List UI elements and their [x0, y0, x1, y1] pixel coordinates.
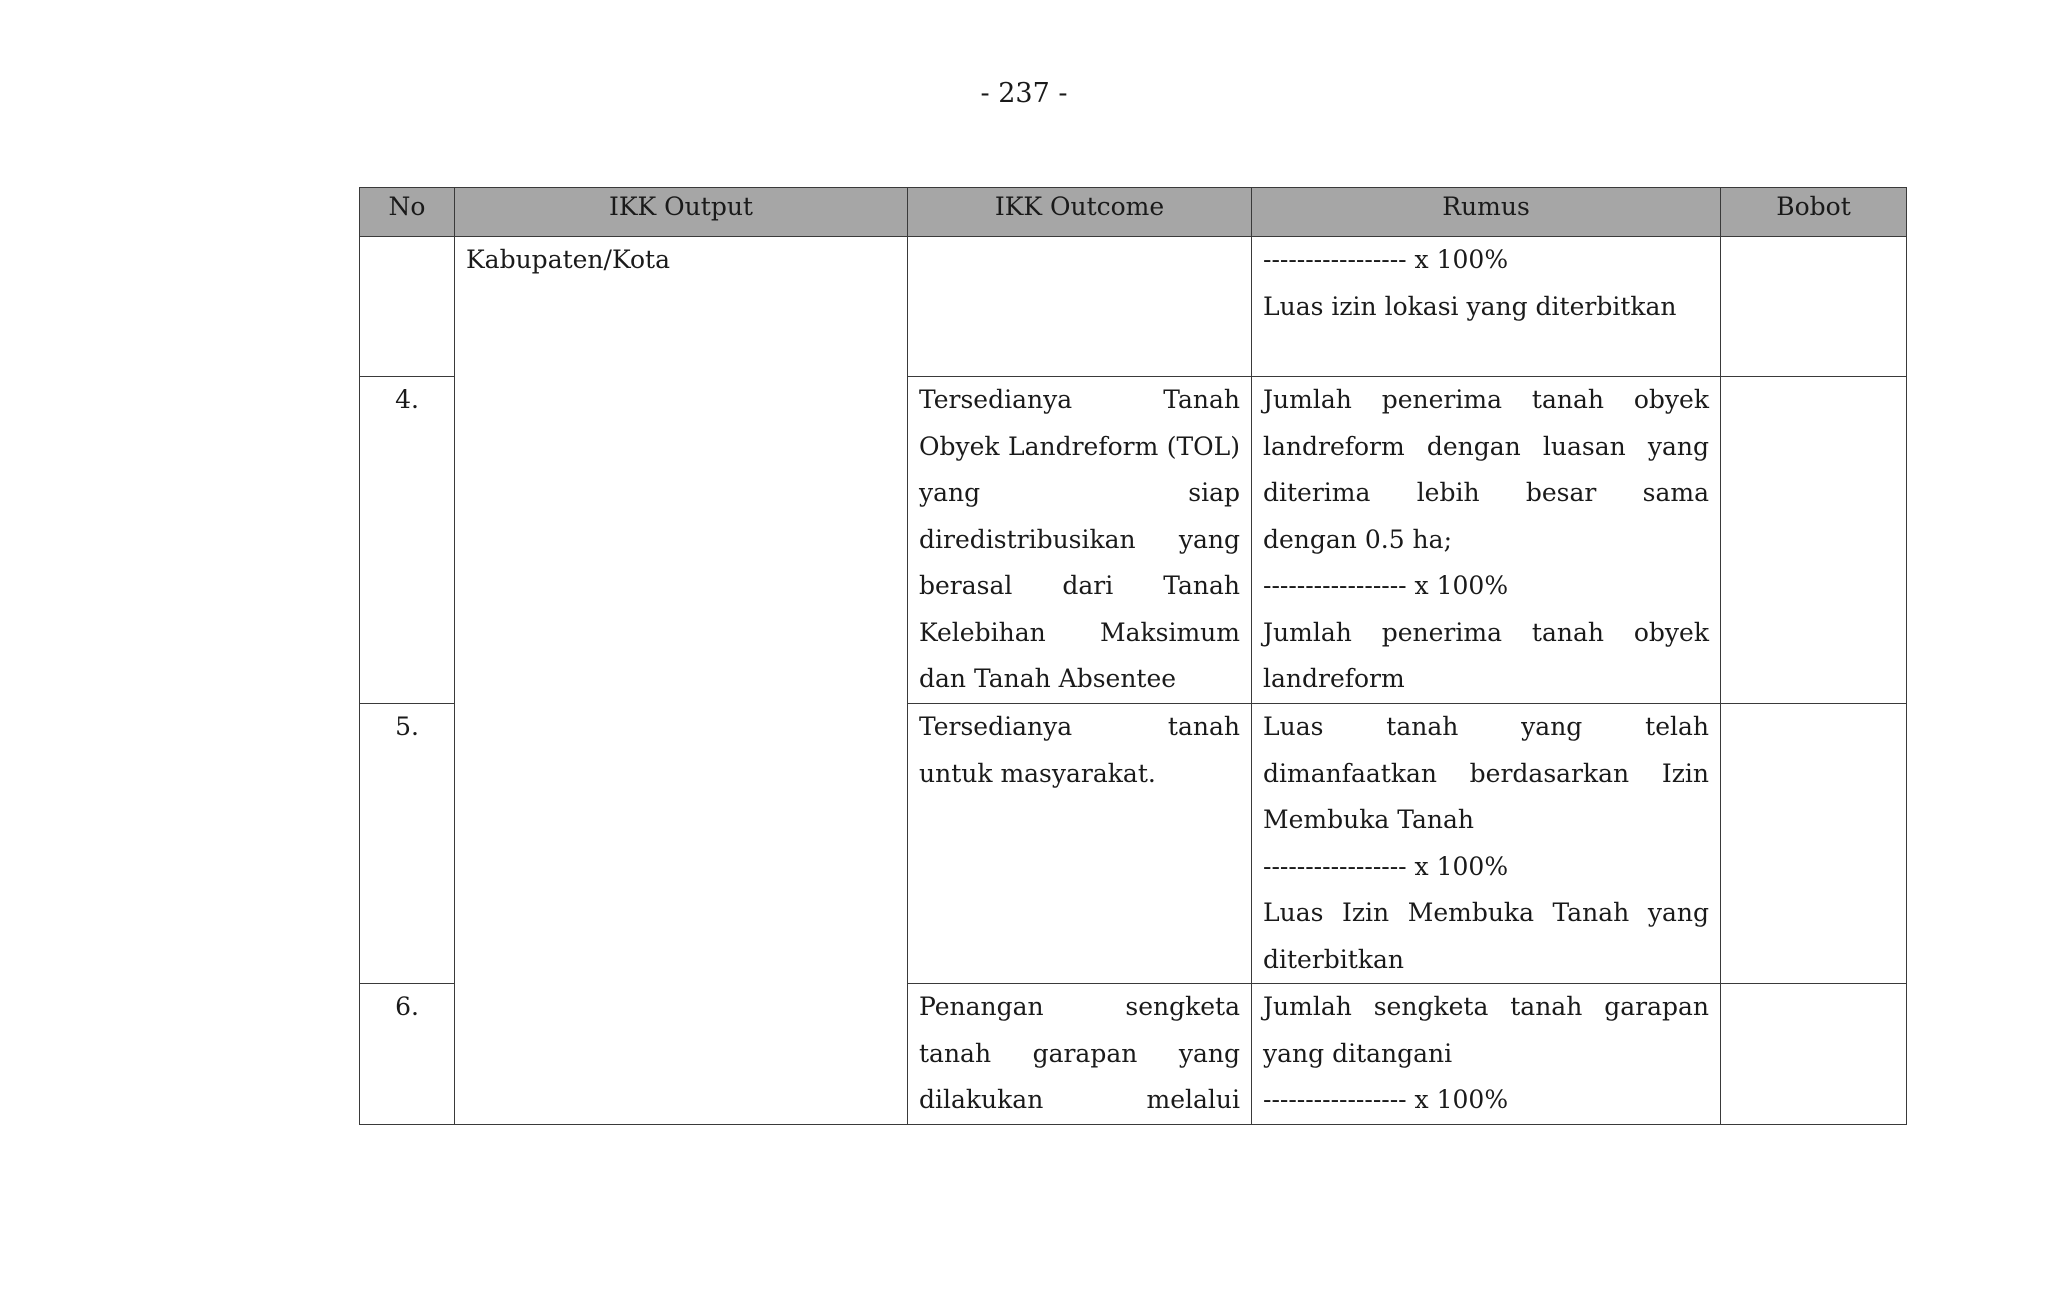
outcome-line: Tersedianya Tanah [919, 385, 1240, 414]
rumus-line: ----------------- x 100% [1263, 245, 1509, 274]
rumus-line: Luas izin lokasi yang diterbitkan [1263, 291, 1677, 321]
cell-no: 5. [360, 704, 455, 984]
outcome-line: Penangan sengketa [919, 992, 1240, 1021]
cell-ikk-outcome [908, 377, 1252, 704]
cell-no: 6. [360, 984, 455, 1125]
cell-ikk-outcome [908, 984, 1252, 1125]
cell-rumus [1252, 704, 1721, 984]
rumus-line: Luas Izin Membuka Tanah yang [1263, 898, 1709, 927]
outcome-line: dan Tanah Absentee [919, 664, 1177, 693]
outcome-line: Obyek Landreform (TOL) [919, 431, 1240, 461]
cell-ikk-outcome [908, 704, 1252, 984]
rumus-line: Luas tanah yang telah [1263, 712, 1709, 741]
outcome-line: berasal dari Tanah [919, 571, 1240, 600]
rumus-line: Jumlah penerima tanah obyek [1263, 385, 1709, 414]
cell-bobot [1721, 377, 1907, 704]
table-row [360, 237, 1907, 377]
header-ikk-output: IKK Output [455, 188, 908, 237]
table-header-row [360, 188, 1907, 237]
outcome-line: yang siap [919, 478, 1240, 507]
header-bobot: Bobot [1721, 188, 1907, 237]
outcome-line: tanah garapan yang [919, 1038, 1240, 1068]
rumus-line: dimanfaatkan berdasarkan Izin [1263, 758, 1709, 788]
outcome-line: Kelebihan Maksimum [919, 617, 1240, 647]
ikk-output-text: Kabupaten/Kota [466, 245, 670, 274]
cell-rumus [1252, 237, 1721, 377]
cell-bobot [1721, 704, 1907, 984]
rumus-line: landreform dengan luasan yang [1263, 431, 1709, 461]
page-number: - 237 - [980, 78, 1068, 109]
header-no: No [360, 188, 455, 237]
cell-bobot [1721, 237, 1907, 377]
cell-rumus [1252, 984, 1721, 1125]
rumus-line: ----------------- x 100% [1263, 571, 1509, 600]
cell-no [360, 237, 455, 377]
rumus-line: landreform [1263, 664, 1405, 693]
rumus-line: yang ditangani [1263, 1038, 1453, 1068]
rumus-line: Jumlah sengketa tanah garapan [1263, 992, 1709, 1021]
cell-rumus [1252, 377, 1721, 704]
rumus-line: diterima lebih besar sama [1263, 478, 1709, 507]
ikk-table [359, 187, 1907, 1125]
cell-no: 4. [360, 377, 455, 704]
header-ikk-outcome: IKK Outcome [908, 188, 1252, 237]
rumus-line: dengan 0.5 ha; [1263, 524, 1452, 554]
outcome-line: untuk masyarakat. [919, 758, 1156, 788]
rumus-line: diterbitkan [1263, 944, 1404, 974]
cell-ikk-output [455, 237, 908, 1125]
rumus-line: Jumlah penerima tanah obyek [1263, 617, 1709, 647]
outcome-line: dilakukan melalui [919, 1085, 1240, 1114]
rumus-line: ----------------- x 100% [1263, 1085, 1509, 1114]
outcome-line: diredistribusikan yang [919, 524, 1240, 554]
outcome-line: Tersedianya tanah [919, 712, 1240, 741]
cell-bobot [1721, 984, 1907, 1125]
cell-ikk-outcome [908, 237, 1252, 377]
rumus-line: Membuka Tanah [1263, 805, 1474, 834]
header-rumus: Rumus [1252, 188, 1721, 237]
rumus-line: ----------------- x 100% [1263, 851, 1509, 881]
